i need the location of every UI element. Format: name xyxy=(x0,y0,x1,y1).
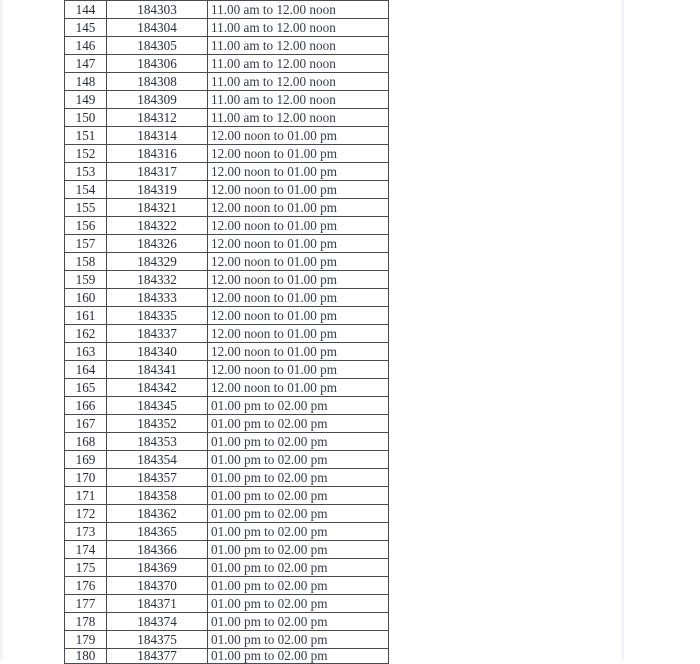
serial-number-cell: 152 xyxy=(65,145,107,163)
table-row xyxy=(65,433,389,451)
table-row xyxy=(65,289,389,307)
roll-number-cell: 184321 xyxy=(107,199,208,217)
roll-number-cell: 184333 xyxy=(107,289,208,307)
serial-number-cell: 165 xyxy=(65,379,107,397)
table-row xyxy=(65,361,389,379)
table-row xyxy=(65,271,389,289)
roll-number-cell: 184345 xyxy=(107,397,208,415)
serial-number-cell: 147 xyxy=(65,55,107,73)
roll-number-cell: 184326 xyxy=(107,235,208,253)
serial-number-cell: 171 xyxy=(65,487,107,505)
scan-left-edge xyxy=(0,0,3,660)
table-row xyxy=(65,649,389,664)
roll-number-cell: 184335 xyxy=(107,307,208,325)
time-slot-cell: 12.00 noon to 01.00 pm xyxy=(208,379,389,397)
roll-number-cell: 184362 xyxy=(107,505,208,523)
table-row xyxy=(65,523,389,541)
time-slot-cell: 11.00 am to 12.00 noon xyxy=(208,1,389,19)
serial-number-cell: 180 xyxy=(65,649,107,664)
serial-number-cell: 172 xyxy=(65,505,107,523)
table-row xyxy=(65,73,389,91)
serial-number-cell: 174 xyxy=(65,541,107,559)
roll-number-cell: 184354 xyxy=(107,451,208,469)
roll-number-cell: 184370 xyxy=(107,577,208,595)
serial-number-cell: 175 xyxy=(65,559,107,577)
time-slot-cell: 12.00 noon to 01.00 pm xyxy=(208,235,389,253)
table-row xyxy=(65,397,389,415)
roll-number-cell: 184337 xyxy=(107,325,208,343)
table-row xyxy=(65,505,389,523)
serial-number-cell: 144 xyxy=(65,1,107,19)
roll-number-cell: 184322 xyxy=(107,217,208,235)
serial-number-cell: 176 xyxy=(65,577,107,595)
serial-number-cell: 148 xyxy=(65,73,107,91)
time-slot-cell: 12.00 noon to 01.00 pm xyxy=(208,145,389,163)
serial-number-cell: 162 xyxy=(65,325,107,343)
time-slot-cell: 01.00 pm to 02.00 pm xyxy=(208,433,389,451)
time-slot-cell: 01.00 pm to 02.00 pm xyxy=(208,469,389,487)
serial-number-cell: 146 xyxy=(65,37,107,55)
roll-number-cell: 184332 xyxy=(107,271,208,289)
table-row xyxy=(65,451,389,469)
roll-number-cell: 184365 xyxy=(107,523,208,541)
serial-number-cell: 159 xyxy=(65,271,107,289)
roll-number-cell: 184357 xyxy=(107,469,208,487)
time-slot-cell: 12.00 noon to 01.00 pm xyxy=(208,127,389,145)
time-slot-cell: 12.00 noon to 01.00 pm xyxy=(208,199,389,217)
time-slot-cell: 12.00 noon to 01.00 pm xyxy=(208,181,389,199)
roll-number-cell: 184377 xyxy=(107,649,208,664)
table-row xyxy=(65,487,389,505)
time-slot-cell: 12.00 noon to 01.00 pm xyxy=(208,217,389,235)
table-row xyxy=(65,613,389,631)
time-slot-cell: 11.00 am to 12.00 noon xyxy=(208,73,389,91)
table-row xyxy=(65,343,389,361)
roll-number-cell: 184308 xyxy=(107,73,208,91)
serial-number-cell: 163 xyxy=(65,343,107,361)
serial-number-cell: 153 xyxy=(65,163,107,181)
time-slot-cell: 01.00 pm to 02.00 pm xyxy=(208,595,389,613)
roll-number-cell: 184358 xyxy=(107,487,208,505)
time-slot-cell: 01.00 pm to 02.00 pm xyxy=(208,613,389,631)
table-row xyxy=(65,415,389,433)
time-slot-cell: 01.00 pm to 02.00 pm xyxy=(208,523,389,541)
table-row xyxy=(65,181,389,199)
serial-number-cell: 177 xyxy=(65,595,107,613)
table-row xyxy=(65,307,389,325)
table-row xyxy=(65,325,389,343)
serial-number-cell: 173 xyxy=(65,523,107,541)
schedule-body xyxy=(65,1,389,664)
roll-number-cell: 184366 xyxy=(107,541,208,559)
roll-number-cell: 184316 xyxy=(107,145,208,163)
serial-number-cell: 179 xyxy=(65,631,107,649)
scan-page-edge xyxy=(622,0,624,660)
roll-number-cell: 184312 xyxy=(107,109,208,127)
table-row xyxy=(65,631,389,649)
table-row xyxy=(65,145,389,163)
serial-number-cell: 149 xyxy=(65,91,107,109)
time-slot-cell: 12.00 noon to 01.00 pm xyxy=(208,307,389,325)
schedule-table xyxy=(64,0,389,664)
serial-number-cell: 169 xyxy=(65,451,107,469)
serial-number-cell: 167 xyxy=(65,415,107,433)
roll-number-cell: 184306 xyxy=(107,55,208,73)
serial-number-cell: 161 xyxy=(65,307,107,325)
table-row xyxy=(65,253,389,271)
time-slot-cell: 01.00 pm to 02.00 pm xyxy=(208,415,389,433)
table-row xyxy=(65,217,389,235)
time-slot-cell: 01.00 pm to 02.00 pm xyxy=(208,451,389,469)
serial-number-cell: 168 xyxy=(65,433,107,451)
serial-number-cell: 155 xyxy=(65,199,107,217)
time-slot-cell: 12.00 noon to 01.00 pm xyxy=(208,343,389,361)
roll-number-cell: 184342 xyxy=(107,379,208,397)
time-slot-cell: 01.00 pm to 02.00 pm xyxy=(208,505,389,523)
time-slot-cell: 12.00 noon to 01.00 pm xyxy=(208,361,389,379)
table-row xyxy=(65,19,389,37)
roll-number-cell: 184314 xyxy=(107,127,208,145)
roll-number-cell: 184374 xyxy=(107,613,208,631)
time-slot-cell: 12.00 noon to 01.00 pm xyxy=(208,325,389,343)
serial-number-cell: 150 xyxy=(65,109,107,127)
serial-number-cell: 170 xyxy=(65,469,107,487)
table-row xyxy=(65,577,389,595)
table-row xyxy=(65,37,389,55)
table-row xyxy=(65,91,389,109)
table-row xyxy=(65,163,389,181)
serial-number-cell: 158 xyxy=(65,253,107,271)
serial-number-cell: 151 xyxy=(65,127,107,145)
time-slot-cell: 12.00 noon to 01.00 pm xyxy=(208,289,389,307)
table-row xyxy=(65,109,389,127)
serial-number-cell: 166 xyxy=(65,397,107,415)
table-row xyxy=(65,55,389,73)
roll-number-cell: 184353 xyxy=(107,433,208,451)
time-slot-cell: 11.00 am to 12.00 noon xyxy=(208,19,389,37)
roll-number-cell: 184369 xyxy=(107,559,208,577)
serial-number-cell: 156 xyxy=(65,217,107,235)
table-row xyxy=(65,559,389,577)
time-slot-cell: 11.00 am to 12.00 noon xyxy=(208,55,389,73)
table-row xyxy=(65,469,389,487)
serial-number-cell: 154 xyxy=(65,181,107,199)
roll-number-cell: 184303 xyxy=(107,1,208,19)
table-row xyxy=(65,235,389,253)
table-row xyxy=(65,379,389,397)
serial-number-cell: 164 xyxy=(65,361,107,379)
serial-number-cell: 160 xyxy=(65,289,107,307)
table-row xyxy=(65,541,389,559)
time-slot-cell: 01.00 pm to 02.00 pm xyxy=(208,541,389,559)
roll-number-cell: 184305 xyxy=(107,37,208,55)
time-slot-cell: 11.00 am to 12.00 noon xyxy=(208,109,389,127)
table-row xyxy=(65,199,389,217)
time-slot-cell: 12.00 noon to 01.00 pm xyxy=(208,163,389,181)
serial-number-cell: 157 xyxy=(65,235,107,253)
roll-number-cell: 184352 xyxy=(107,415,208,433)
time-slot-cell: 12.00 noon to 01.00 pm xyxy=(208,253,389,271)
roll-number-cell: 184341 xyxy=(107,361,208,379)
time-slot-cell: 11.00 am to 12.00 noon xyxy=(208,37,389,55)
time-slot-cell: 01.00 pm to 02.00 pm xyxy=(208,559,389,577)
table-row xyxy=(65,1,389,19)
serial-number-cell: 178 xyxy=(65,613,107,631)
roll-number-cell: 184309 xyxy=(107,91,208,109)
serial-number-cell: 145 xyxy=(65,19,107,37)
roll-number-cell: 184329 xyxy=(107,253,208,271)
roll-number-cell: 184371 xyxy=(107,595,208,613)
time-slot-cell: 01.00 pm to 02.00 pm xyxy=(208,649,389,664)
table-row xyxy=(65,595,389,613)
time-slot-cell: 01.00 pm to 02.00 pm xyxy=(208,397,389,415)
roll-number-cell: 184304 xyxy=(107,19,208,37)
roll-number-cell: 184340 xyxy=(107,343,208,361)
roll-number-cell: 184375 xyxy=(107,631,208,649)
time-slot-cell: 12.00 noon to 01.00 pm xyxy=(208,271,389,289)
roll-number-cell: 184319 xyxy=(107,181,208,199)
table-row xyxy=(65,127,389,145)
roll-number-cell: 184317 xyxy=(107,163,208,181)
time-slot-cell: 01.00 pm to 02.00 pm xyxy=(208,487,389,505)
time-slot-cell: 01.00 pm to 02.00 pm xyxy=(208,577,389,595)
time-slot-cell: 01.00 pm to 02.00 pm xyxy=(208,631,389,649)
time-slot-cell: 11.00 am to 12.00 noon xyxy=(208,91,389,109)
